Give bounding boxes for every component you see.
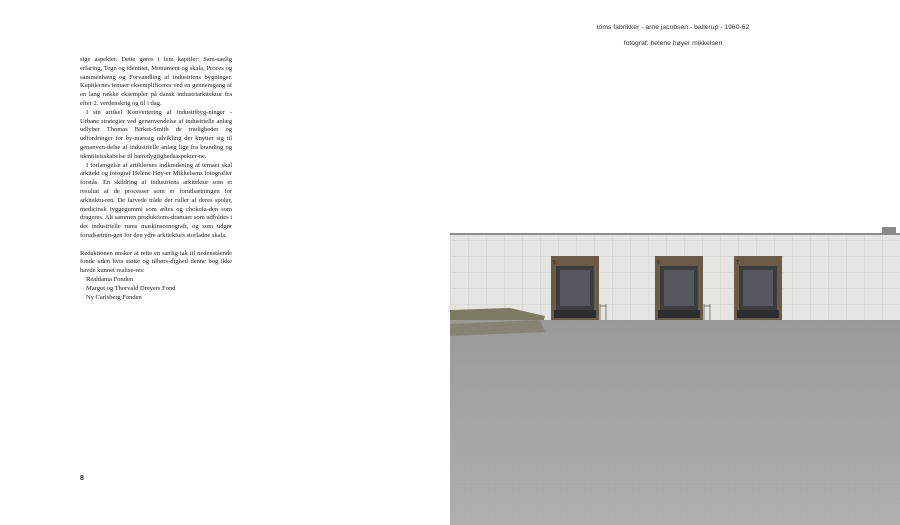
page-number: 8 bbox=[80, 475, 84, 482]
acknowledgement-paragraph: Redaktionen ønsker at rette en særlig tak til nedenstående fonde uden hvis støtte og tilhørs-dighed denne bog ikke havde kunnet realise-res: bbox=[80, 249, 232, 275]
loading-dock-6 bbox=[655, 256, 703, 322]
photo-caption-title: toms fabrikker - arne jacobsen - ballerup - 1960-62 bbox=[596, 24, 750, 31]
factory-photograph bbox=[450, 224, 900, 525]
right-page bbox=[450, 0, 900, 525]
fund-item: Margot og Thorvald Dreyers Fond bbox=[86, 284, 176, 292]
dock-number: 5 bbox=[553, 260, 556, 266]
fund-item: Ny Carlsberg Fonden bbox=[86, 293, 142, 301]
paragraph-1: sige aspekter. Dette gøres i fem kapitler: Sam-saelig erfaring, Tegn og identitet, Monument og skala, Proces og sammenhæng og Forvandling af industriens bygninger. Kapitlernes temaer eksemplificeres ved en gennemgang af en lang række eksempler på dansk industriarkitektur fra efter 2. verdenskrig og til i dag. bbox=[80, 56, 232, 107]
dock-number: 7 bbox=[736, 260, 739, 266]
funds-list bbox=[80, 276, 232, 302]
loading-dock-5 bbox=[551, 256, 599, 322]
body-text-column bbox=[80, 56, 232, 302]
paragraph-3: I forlængelse af artiklernes indkredsning af temaet skal arkitekt og fotograf Helene Høy-er Mikkelsens fotografier forstås. En skildring af industriens arkitektur som et resultat af de processer som er forudsætningen for arkitektu-ren. De farvede tråde der ruller af deres spoler, medicinsk tyggegummi som æltes og chokola-den som drageres. Alt sammen produktions-dramaer som udfoldes i det industrielle rums maskinscenografi, og som udgør forudsætnin-gen for den ydre arkitekturs storladne skala. bbox=[80, 161, 232, 239]
dock-number: 6 bbox=[657, 260, 660, 266]
photo-caption-credit: fotograf: helene høyer mikkelsen bbox=[623, 40, 723, 47]
loading-dock-7 bbox=[734, 256, 782, 322]
paragraph-2: I sin artikel Konvertering af industribyg-ninger - Urbane strategier ved genanvendelse af industrielle anlæg udlyber Thomas Birket-Smith de muligheder og udfordringer for by-mæssig udvikling der knytter sig til genanven-delse af industrielle anlæg lige fra branding og identitetsskabelse til bæredygtighedsaspekter-ne. bbox=[80, 108, 232, 160]
factory-photo-svg bbox=[450, 224, 900, 525]
fund-item: Realdania Fonden bbox=[86, 275, 133, 283]
roof-vent bbox=[882, 227, 896, 234]
